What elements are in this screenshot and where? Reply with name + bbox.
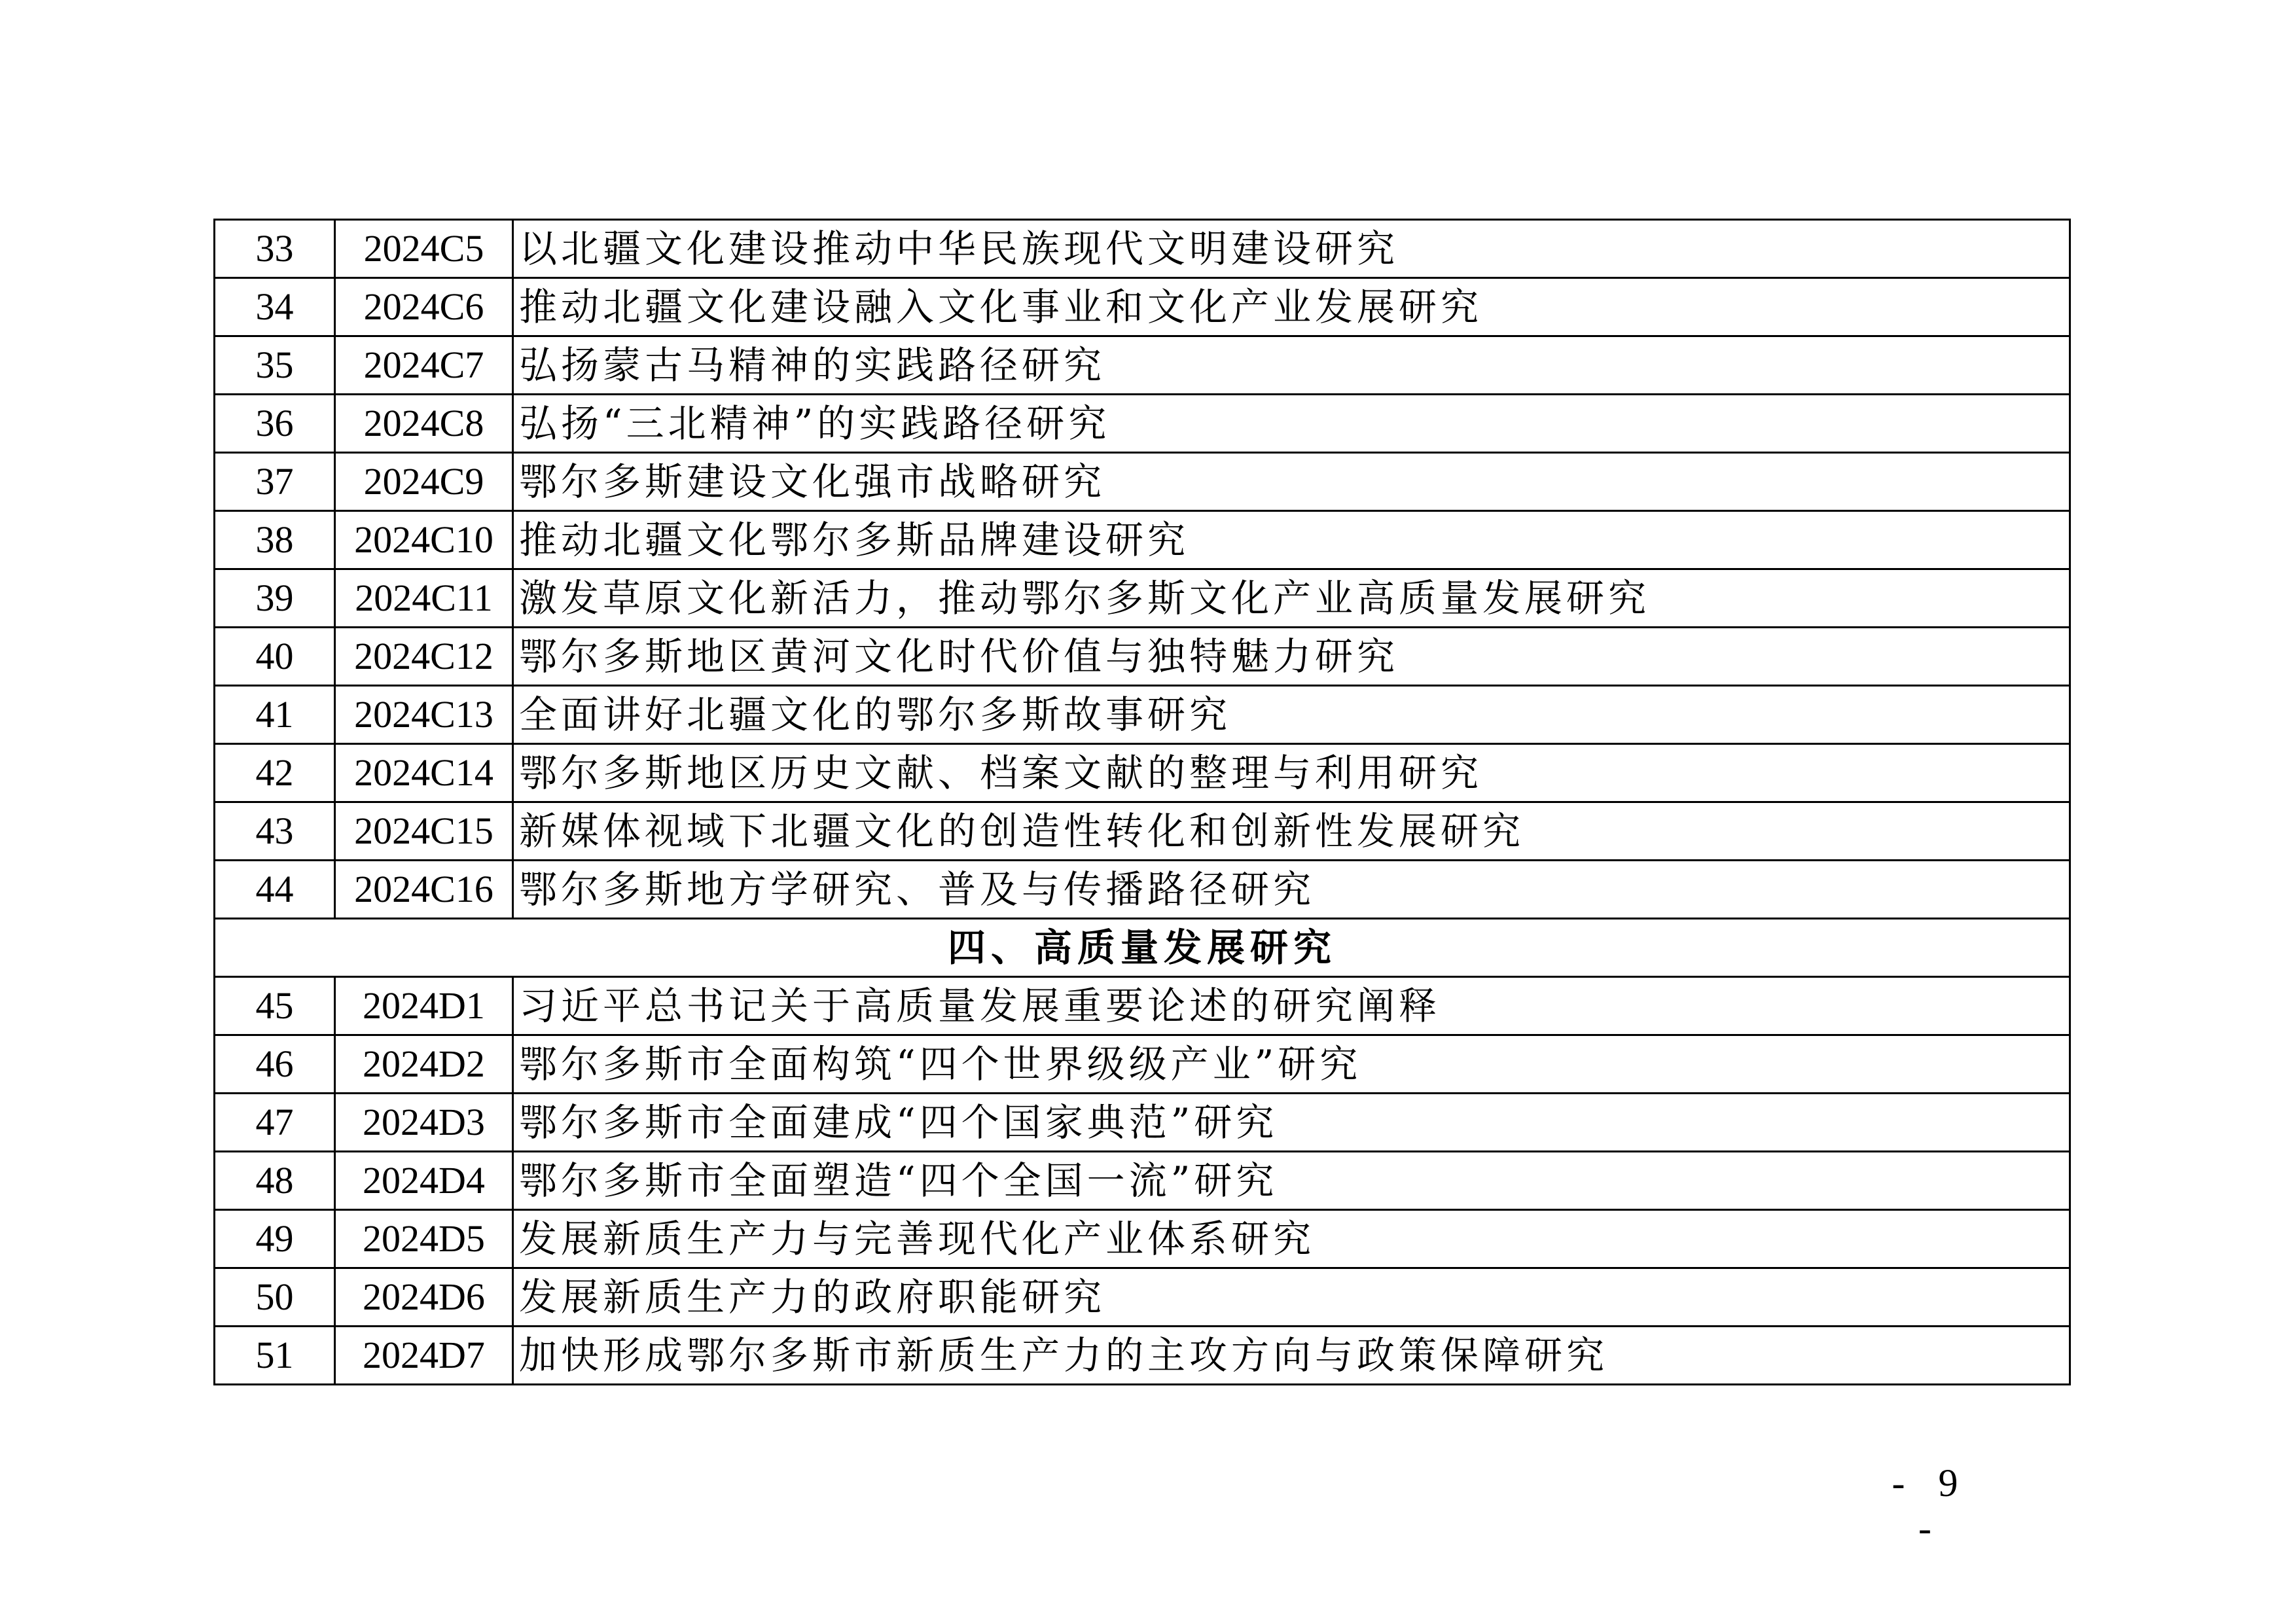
- topic-code: 2024C5: [335, 220, 513, 278]
- row-number: 48: [215, 1152, 335, 1210]
- topic-title: 推动北疆文化建设融入文化事业和文化产业发展研究: [513, 278, 2070, 336]
- topic-title: 发展新质生产力的政府职能研究: [513, 1268, 2070, 1327]
- topic-code: 2024C15: [335, 802, 513, 861]
- row-number: 47: [215, 1094, 335, 1152]
- topic-title: 鄂尔多斯地区历史文献、档案文献的整理与利用研究: [513, 744, 2070, 802]
- row-number: 36: [215, 395, 335, 453]
- table-row: [215, 744, 2070, 802]
- table-row: [215, 802, 2070, 861]
- topic-code: 2024D1: [335, 977, 513, 1035]
- topic-title: 鄂尔多斯地方学研究、普及与传播路径研究: [513, 861, 2070, 919]
- topic-title: 习近平总书记关于高质量发展重要论述的研究阐释: [513, 977, 2070, 1035]
- table-row: [215, 1152, 2070, 1210]
- table-row: [215, 1210, 2070, 1268]
- table-row: [215, 511, 2070, 569]
- section-heading: 四、高质量发展研究: [215, 919, 2070, 977]
- row-number: 40: [215, 628, 335, 686]
- table-row: [215, 1035, 2070, 1094]
- table-row: [215, 977, 2070, 1035]
- table-row: [215, 220, 2070, 278]
- row-number: 39: [215, 569, 335, 628]
- topic-title: 鄂尔多斯市全面构筑“四个世界级级产业”研究: [513, 1035, 2070, 1094]
- topic-code: 2024D3: [335, 1094, 513, 1152]
- table-row: [215, 861, 2070, 919]
- row-number: 46: [215, 1035, 335, 1094]
- table-row: [215, 1268, 2070, 1327]
- topic-code: 2024C10: [335, 511, 513, 569]
- topic-title: 以北疆文化建设推动中华民族现代文明建设研究: [513, 220, 2070, 278]
- table-row: [215, 569, 2070, 628]
- row-number: 51: [215, 1327, 335, 1385]
- row-number: 44: [215, 861, 335, 919]
- topic-title: 推动北疆文化鄂尔多斯品牌建设研究: [513, 511, 2070, 569]
- table-row: [215, 1094, 2070, 1152]
- topic-title: 发展新质生产力与完善现代化产业体系研究: [513, 1210, 2070, 1268]
- topic-code: 2024C12: [335, 628, 513, 686]
- row-number: 49: [215, 1210, 335, 1268]
- table-row: [215, 395, 2070, 453]
- topic-title: 新媒体视域下北疆文化的创造性转化和创新性发展研究: [513, 802, 2070, 861]
- topic-title: 全面讲好北疆文化的鄂尔多斯故事研究: [513, 686, 2070, 744]
- section-heading-row: [215, 919, 2070, 977]
- table-row: [215, 453, 2070, 511]
- topic-code: 2024C14: [335, 744, 513, 802]
- topic-code: 2024D4: [335, 1152, 513, 1210]
- table-row: [215, 628, 2070, 686]
- topic-title: 鄂尔多斯市全面塑造“四个全国一流”研究: [513, 1152, 2070, 1210]
- row-number: 43: [215, 802, 335, 861]
- topic-code: 2024D2: [335, 1035, 513, 1094]
- topic-code: 2024C8: [335, 395, 513, 453]
- table-row: [215, 278, 2070, 336]
- topic-title: 鄂尔多斯建设文化强市战略研究: [513, 453, 2070, 511]
- row-number: 38: [215, 511, 335, 569]
- topic-code: 2024C9: [335, 453, 513, 511]
- table-row: [215, 1327, 2070, 1385]
- table-row: [215, 686, 2070, 744]
- topic-table: [213, 219, 2071, 1385]
- row-number: 33: [215, 220, 335, 278]
- topic-code: 2024C16: [335, 861, 513, 919]
- topic-title: 激发草原文化新活力，推动鄂尔多斯文化产业高质量发展研究: [513, 569, 2070, 628]
- page-number: - 9 -: [1892, 1461, 1970, 1550]
- row-number: 42: [215, 744, 335, 802]
- row-number: 34: [215, 278, 335, 336]
- topic-code: 2024D5: [335, 1210, 513, 1268]
- row-number: 41: [215, 686, 335, 744]
- row-number: 37: [215, 453, 335, 511]
- row-number: 45: [215, 977, 335, 1035]
- topic-code: 2024C11: [335, 569, 513, 628]
- topic-code: 2024C13: [335, 686, 513, 744]
- topic-title: 加快形成鄂尔多斯市新质生产力的主攻方向与政策保障研究: [513, 1327, 2070, 1385]
- row-number: 35: [215, 336, 335, 395]
- topic-title: 鄂尔多斯地区黄河文化时代价值与独特魅力研究: [513, 628, 2070, 686]
- topic-title: 弘扬蒙古马精神的实践路径研究: [513, 336, 2070, 395]
- topic-code: 2024C7: [335, 336, 513, 395]
- topic-code: 2024C6: [335, 278, 513, 336]
- row-number: 50: [215, 1268, 335, 1327]
- topic-title: 鄂尔多斯市全面建成“四个国家典范”研究: [513, 1094, 2070, 1152]
- topic-title: 弘扬“三北精神”的实践路径研究: [513, 395, 2070, 453]
- table-row: [215, 336, 2070, 395]
- topic-code: 2024D6: [335, 1268, 513, 1327]
- topic-code: 2024D7: [335, 1327, 513, 1385]
